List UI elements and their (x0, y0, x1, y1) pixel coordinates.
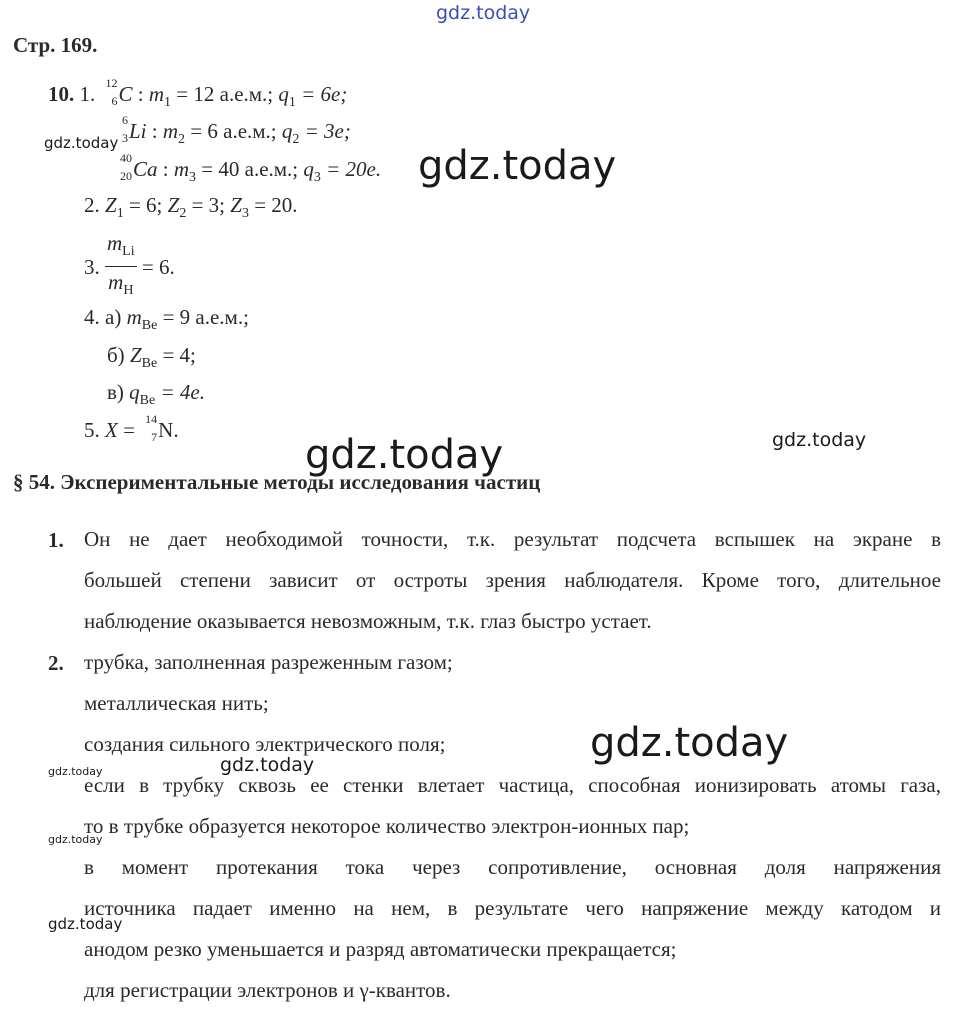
watermark: gdz.today (220, 754, 315, 776)
answer-2-text: трубка, заполненная разреженным газом; металлическая нить; создания сильного электрического поля; если в трубку сквозь ее стенки влетает частица, способная ионизировать атомы газа, то в трубке образуется некоторое количество электрон-ионных пар; в момент протекания тока через сопротивление, основная доля напряжения источника падает именно на нем, в результате чего напряжение между катодом и анодом резко уменьшается и разряд автоматически прекращается; для регистрации электронов и γ-квантов. (84, 650, 941, 1002)
fraction-mass-ratio: $\frac{m_{Li}}{m_H}$ (107, 231, 135, 298)
watermark: gdz.today (48, 915, 123, 933)
task10-line-carbon: 10. 1. 12 6 C : $m_1 = 12$ а.е.м.; $q_1 = 6e$; (48, 76, 348, 110)
isotope-lithium: 6 3 (122, 113, 128, 145)
watermark: gdz.today (44, 134, 119, 152)
isotope-calcium: 40 20 (120, 151, 132, 183)
task10-line-item4b: б) $Z_{Be} = 4$; (107, 343, 196, 371)
watermark: gdz.today (48, 765, 103, 778)
task10-line-item3: 3. $\frac{m_{Li}}{m_H}$ = 6. (84, 231, 175, 303)
item-number: 1. (79, 82, 96, 106)
answer-1-text: Он не дает необходимой точности, т.к. результат подсчета вспышек на экране в большей степени зависит от остроты зрения наблюдателя. Кроме того, длительное наблюдение оказывается невозможным, т.к. глаз быстро устает. (84, 527, 941, 633)
watermark: gdz.today (305, 432, 504, 478)
task10-line-calcium: 40 20 Ca : $m_3 = 40$ а.е.м.; $q_3 = 20e$. (111, 157, 381, 190)
section-heading: § 54. Экспериментальные методы исследования частиц (13, 470, 541, 494)
answer-number: 2. (48, 651, 64, 675)
task10-line-item5: 5. X = 14 7 N. (84, 412, 179, 444)
task10-line-item2: 2. $Z_1 = 6$; $Z_2 = 3$; $Z_3 = 20$. (84, 193, 298, 221)
task10-line-item4v: в) $q_{Be} = 4e$. (107, 380, 205, 408)
task10-line-item4a: 4. а) $m_{Be} = 9$ а.е.м.; (84, 305, 249, 333)
watermark: gdz.today (418, 143, 617, 189)
page-title: Стр. 169. (13, 33, 98, 57)
task10-line-lithium: 6 3 Li : $m_2 = 6$ а.е.м.; $q_2 = 3e$; (111, 119, 351, 152)
watermark: gdz.today (772, 429, 867, 451)
answer-number: 1. (48, 528, 64, 552)
watermark: gdz.today (590, 720, 789, 766)
watermark: gdz.today (48, 833, 103, 846)
isotope-carbon: 12 6 (105, 76, 118, 108)
task-number: 10. (48, 82, 75, 106)
watermark-top: gdz.today (436, 2, 531, 24)
isotope-nitrogen: 14 7 (145, 412, 158, 444)
